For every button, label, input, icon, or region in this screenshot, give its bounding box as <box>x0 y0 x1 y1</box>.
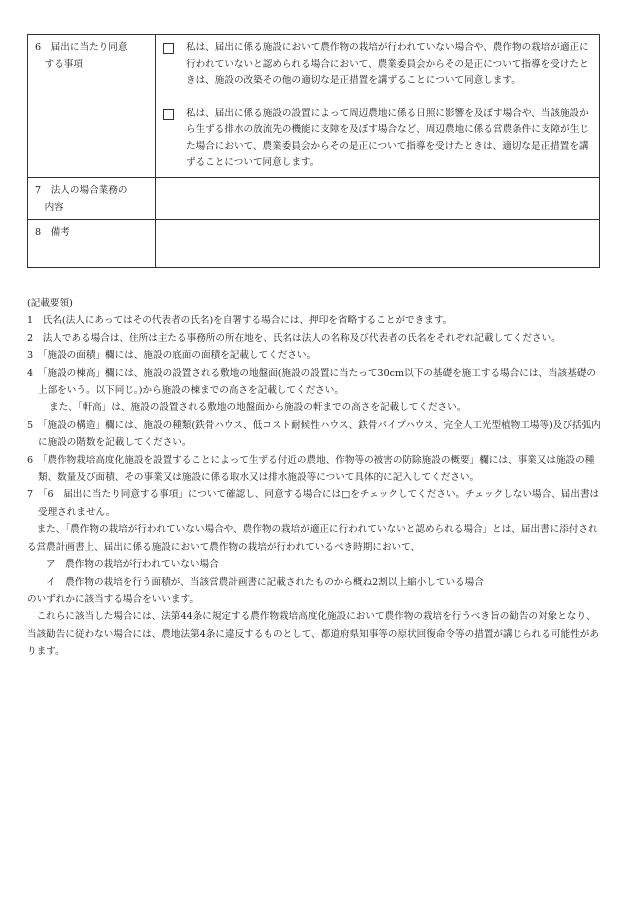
remarks-label: 8 備考 <box>28 220 156 268</box>
instruction-5: 5 「施設の構造」欄には、施設の種類(鉄骨ハウス、低コスト耐候性ハウス、鉄骨パイプハウス、完全人工光型植物工場等)及び括弧内に施設の階数を記載してください。 <box>27 419 601 449</box>
table-row <box>28 178 600 220</box>
instructions-section <box>27 295 602 661</box>
instruction-7: 7 「6 届出に当たり同意する事項」について確認し、同意する場合には□をチェックしてください。チェックしない場合、届出書は受理されません。 <box>27 489 600 518</box>
corporate-business-field[interactable] <box>156 178 600 220</box>
instruction-7-case-a: ア 農作物の栽培が行われていない場合 <box>46 559 219 571</box>
instructions-heading: (記載要領) <box>27 298 73 309</box>
corporate-business-label: 7 法人の場合業務の 内容 <box>28 178 156 220</box>
instruction-4: 4 「施設の棟高」欄には、施設の設置される敷地の地盤面(施設の設置に当たって30cm以下の基礎を施工する場合には、当該基礎の上部をいう。以下同じ。)から施設の棟までの高さを記載してください。 <box>27 367 596 397</box>
instruction-4-addendum: また、「軒高」は、施設の設置される敷地の地盤面から施設の軒までの高さを記載してください。 <box>49 402 467 414</box>
instruction-7-consequence: これらに該当した場合には、法第44条に規定する農作物栽培高度化施設において農作物の栽培を行うべき旨の勧告の対象となり、当該勧告に従わない場合には、農地法第4条に違反するものとして、都道府県知事等の原状回復命令等の措置が講じられる可能性があります。 <box>27 611 599 658</box>
consent-items-cell <box>156 35 600 178</box>
consent-checkbox-2[interactable] <box>163 109 174 120</box>
consent-item-1 <box>163 40 593 90</box>
instruction-7-conclusion: のいずれかに該当する場合をいいます。 <box>27 593 199 605</box>
consent-items-label: 6 届出に当たり同意 する事項 <box>28 35 156 178</box>
consent-text-2: 私は、届出に係る施設の設置によって周辺農地に係る日照に影響を及ぼす場合や、当該施設から生ずる排水の放流先の機能に支障を及ぼす場合など、周辺農地に係る営農条件に支障が生じた場合において、農業委員会からその是正について指導を受けたときは、適切な是正措置を講ずることについて同意します。 <box>186 107 589 168</box>
instruction-3: 3 「施設の面積」欄には、施設の底面の面積を記載してください。 <box>27 350 317 362</box>
consent-text-1: 私は、届出に係る施設において農作物の栽培が行われていない場合や、農作物の栽培が適正に行われていないと認められる場合において、農業委員会からその是正について指導を受けたときは、施設の改築その他の適切な是正措置を講ずることについて同意します。 <box>186 42 589 86</box>
consent-item-2 <box>163 106 593 172</box>
consent-checkbox-1[interactable] <box>163 43 174 54</box>
instruction-1: 1 氏名(法人にあってはその代表者の氏名)を自署する場合には、押印を省略することができます。 <box>27 315 453 327</box>
instruction-7-explanation: また、「農作物の栽培が行われていない場合や、農作物の栽培が適正に行われていないと認められる場合」とは、届出書に添付される営農計画書上、届出に係る施設において農作物の栽培が行われているべき時期において、 <box>27 524 598 553</box>
table-row <box>28 35 600 178</box>
notification-form-table <box>27 34 600 268</box>
table-row <box>28 220 600 268</box>
instruction-2: 2 法人である場合は、住所は主たる事務所の所在地を、氏名は法人の名称及び代表者の氏名をそれぞれ記載してください。 <box>27 332 561 344</box>
instruction-7-case-i: イ 農作物の栽培を行う面積が、当該営農計画書に記載されたものから概ね2割以上縮小している場合 <box>46 576 484 588</box>
remarks-field[interactable] <box>156 220 600 268</box>
instruction-6: 6 「農作物栽培高度化施設を設置することによって生ずる付近の農地、作物等の被害の防除施設の概要」欄には、事業又は施設の種類、数量及び面積、その事業又は施設に係る取水又は排水施設等について具体的に記入してください。 <box>27 454 595 484</box>
